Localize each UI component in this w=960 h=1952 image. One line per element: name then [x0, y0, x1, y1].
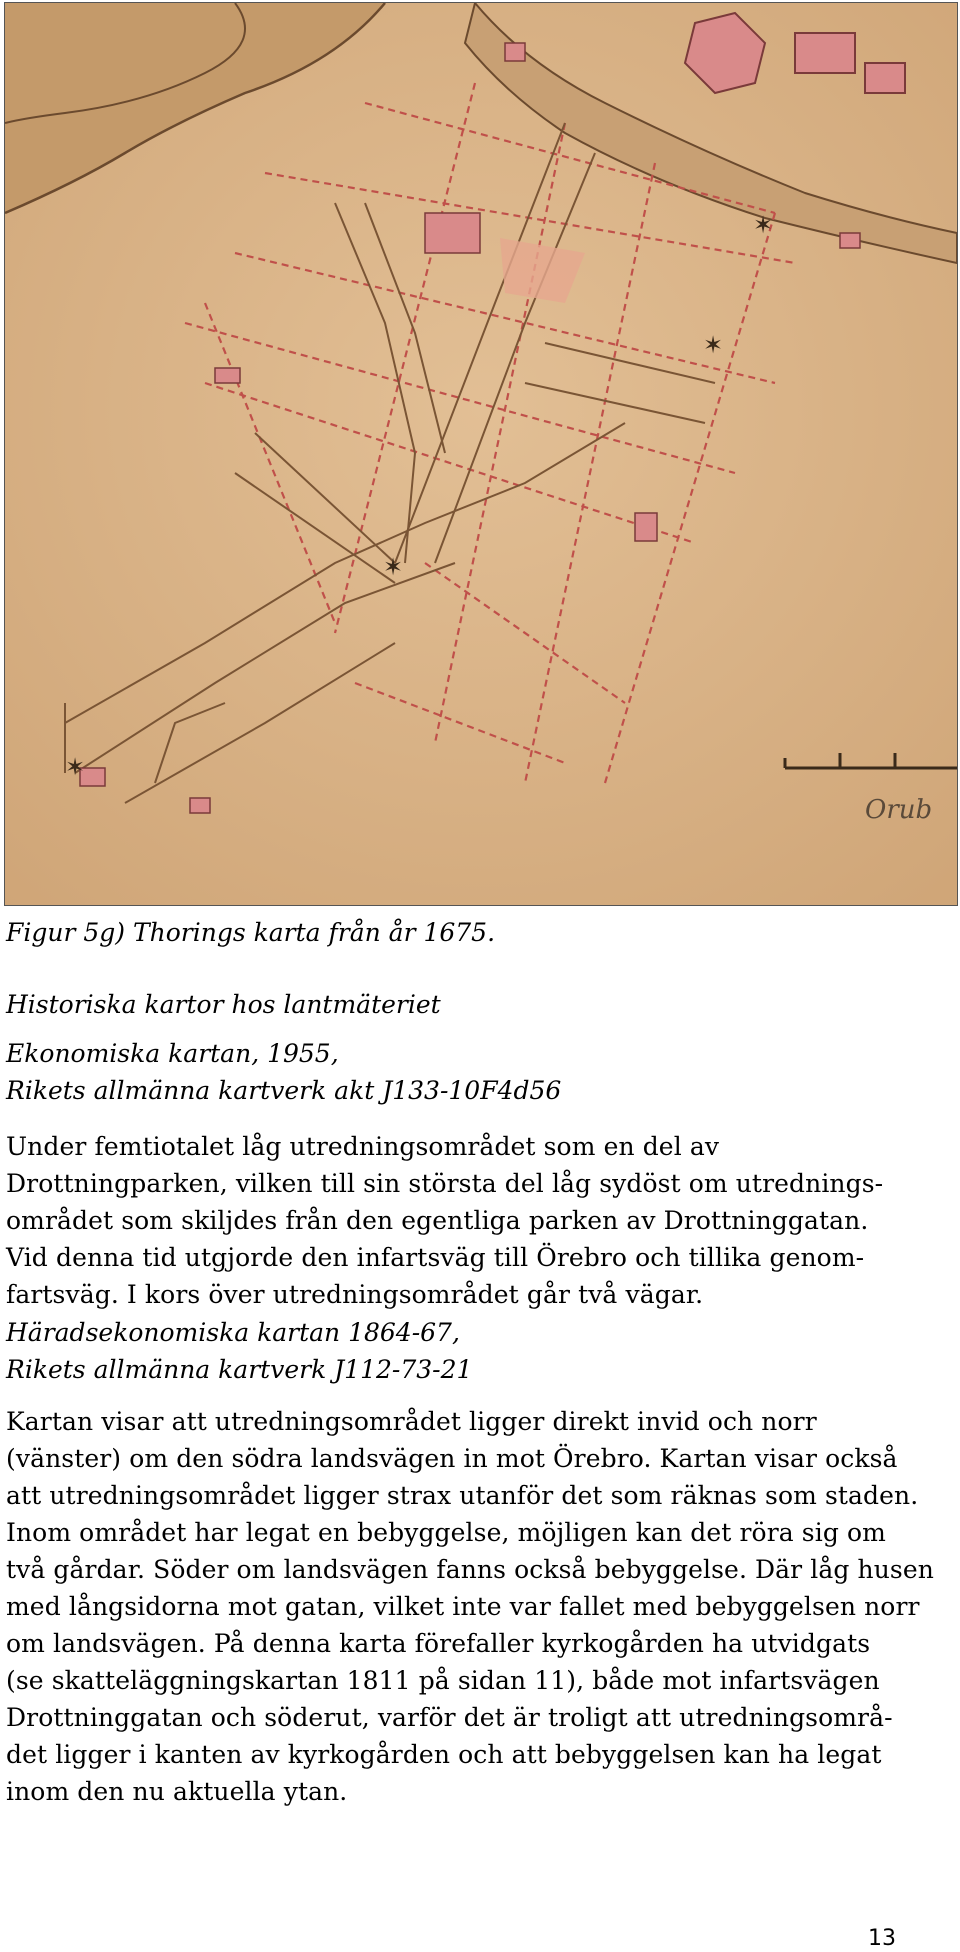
figure-caption: Figur 5g) Thorings karta från år 1675.: [6, 918, 496, 947]
svg-text:✶: ✶: [753, 211, 774, 239]
source-line: Häradsekonomiska kartan 1864-67,: [6, 1318, 460, 1347]
page-number: 13: [868, 1926, 896, 1951]
svg-text:✶: ✶: [703, 331, 724, 359]
text-line: om landsvägen. På denna karta förefaller kyrkogården ha utvidgats: [6, 1629, 871, 1658]
text-line: Under femtiotalet låg utredningsområdet som en del av: [6, 1132, 720, 1161]
text-line: två gårdar. Söder om landsvägen fanns också bebyggelse. Där låg husen: [6, 1555, 934, 1584]
source-line: Rikets allmänna kartverk akt J133-10F4d56: [6, 1076, 562, 1105]
text-line: inom den nu aktuella ytan.: [6, 1777, 348, 1806]
paragraph-ekonomiska: [6, 1128, 946, 1313]
text-line: att utredningsområdet ligger strax utanför det som räknas som staden.: [6, 1481, 919, 1510]
text-line: Kartan visar att utredningsområdet ligger direkt invid och norr: [6, 1407, 817, 1436]
source-citation-haradsekonomiska: [6, 1314, 472, 1388]
svg-text:✶: ✶: [383, 553, 404, 581]
source-citation-ekonomiska: [6, 1035, 561, 1109]
svg-text:✶: ✶: [65, 753, 86, 781]
text-line: Inom området har legat en bebyggelse, möjligen kan det röra sig om: [6, 1518, 886, 1547]
text-line: fartsväg. I kors över utredningsområdet går två vägar.: [6, 1280, 704, 1309]
text-line: Vid denna tid utgjorde den infartsväg till Örebro och tillika genom-: [6, 1243, 865, 1272]
text-line: Drottninggatan och söderut, varför det är troligt att utredningsområ-: [6, 1703, 893, 1732]
source-line: Rikets allmänna kartverk J112-73-21: [6, 1355, 473, 1384]
map-handwriting-label: Orub: [865, 795, 933, 825]
text-line: området som skiljdes från den egentliga parken av Drottninggatan.: [6, 1206, 869, 1235]
text-line: (se skatteläggningskartan 1811 på sidan 11), både mot infartsvägen: [6, 1666, 880, 1695]
text-line: det ligger i kanten av kyrkogården och att bebyggelsen kan ha legat: [6, 1740, 882, 1769]
text-line: med långsidorna mot gatan, vilket inte var fallet med bebyggelsen norr: [6, 1592, 920, 1621]
section-heading: Historiska kartor hos lantmäteriet: [6, 990, 441, 1019]
paragraph-haradsekonomiska: [6, 1403, 946, 1810]
source-line: Ekonomiska kartan, 1955,: [6, 1039, 339, 1068]
thoring-map-drawing: [5, 3, 957, 905]
text-line: (vänster) om den södra landsvägen in mot Örebro. Kartan visar också: [6, 1444, 898, 1473]
text-line: Drottningparken, vilken till sin största del låg sydöst om utrednings-: [6, 1169, 884, 1198]
historical-map-image: [4, 2, 958, 906]
